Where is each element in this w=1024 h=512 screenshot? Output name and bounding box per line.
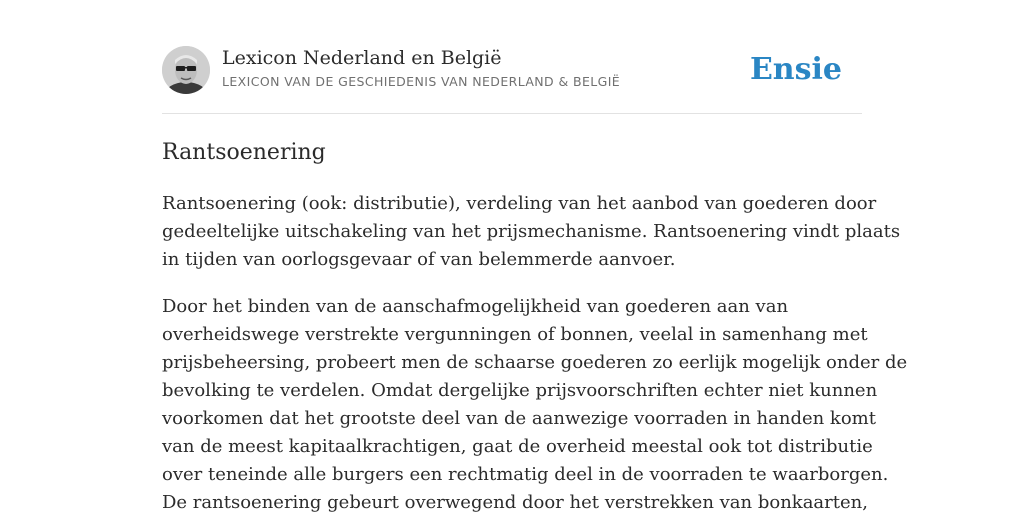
site-subtitle: LEXICON VAN DE GESCHIEDENIS VAN NEDERLAND & BELGIË xyxy=(222,74,621,89)
text-line: prijsbeheersing, probeert men de schaarse goederen zo eerlijk mogelijk onder de xyxy=(162,352,908,373)
text-line: De rantsoenering gebeurt overwegend door het verstrekken van bonkaarten, xyxy=(162,492,868,512)
paragraph-2 xyxy=(162,293,908,512)
paragraph-1 xyxy=(162,190,901,274)
text-line: in tijden van oorlogsgevaar of van belemmerde aanvoer. xyxy=(162,249,676,270)
brand-logo-link[interactable]: Ensie xyxy=(749,52,842,87)
text-line: van de meest kapitaalkrachtigen, gaat de overheid meestal ook tot distributie xyxy=(162,436,873,457)
article-body xyxy=(162,190,908,512)
text-line: over teneinde alle burgers een rechtmatig deel in de voorraden te waarborgen. xyxy=(162,464,889,485)
text-line: overheidswege verstrekte vergunningen of bonnen, veelal in samenhang met xyxy=(162,324,868,345)
header xyxy=(162,46,862,96)
author-photo-icon xyxy=(162,46,210,94)
text-line: gedeeltelijke uitschakeling van het prijsmechanisme. Rantsoenering vindt plaats xyxy=(162,221,901,242)
text-line: Rantsoenering (ook: distributie), verdeling van het aanbod van goederen door xyxy=(162,193,877,214)
header-divider xyxy=(162,113,862,114)
text-line: Door het binden van de aanschafmogelijkheid van goederen aan van xyxy=(162,296,789,317)
article-title: Rantsoenering xyxy=(162,140,326,165)
site-title[interactable]: Lexicon Nederland en België xyxy=(222,47,502,69)
text-line: bevolking te verdelen. Omdat dergelijke prijsvoorschriften echter niet kunnen xyxy=(162,380,878,401)
avatar[interactable] xyxy=(162,46,210,94)
text-line: voorkomen dat het grootste deel van de aanwezige voorraden in handen komt xyxy=(162,408,876,429)
